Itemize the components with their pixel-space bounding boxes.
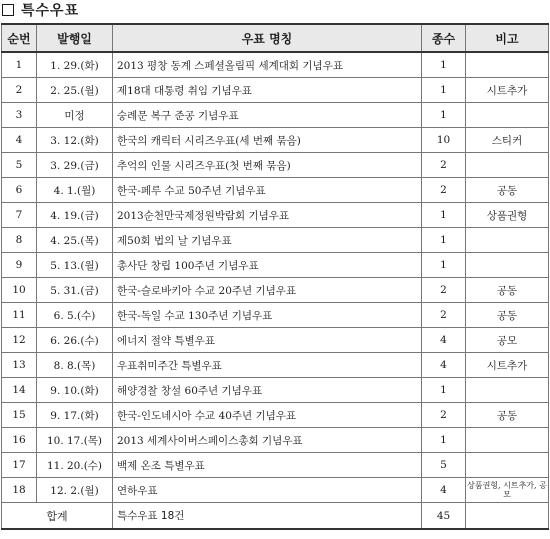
total-label: 합계 bbox=[2, 503, 113, 530]
row-count: 2 bbox=[422, 153, 466, 178]
row-name: 연하우표 bbox=[113, 478, 422, 503]
row-no: 14 bbox=[2, 378, 37, 403]
row-no: 10 bbox=[2, 278, 37, 303]
table-body bbox=[2, 52, 549, 529]
table-row bbox=[2, 253, 549, 278]
row-name: 총사단 창립 100주년 기념우표 bbox=[113, 253, 422, 278]
row-note: 시트추가 bbox=[466, 353, 549, 378]
row-count: 1 bbox=[422, 228, 466, 253]
table-row bbox=[2, 353, 549, 378]
row-date: 4. 25.(목) bbox=[37, 228, 113, 253]
row-name: 에너지 절약 특별우표 bbox=[113, 328, 422, 353]
row-name: 한국-인도네시아 수교 40주년 기념우표 bbox=[113, 403, 422, 428]
total-count: 45 bbox=[422, 503, 466, 530]
table-row bbox=[2, 153, 549, 178]
table-row bbox=[2, 52, 549, 78]
row-count: 1 bbox=[422, 103, 466, 128]
row-name: 해양경찰 창설 60주년 기념우표 bbox=[113, 378, 422, 403]
row-date: 2. 25.(월) bbox=[37, 78, 113, 103]
table-row bbox=[2, 128, 549, 153]
row-date: 9. 17.(화) bbox=[37, 403, 113, 428]
row-note: 공동 bbox=[466, 403, 549, 428]
row-name: 숭례문 복구 준공 기념우표 bbox=[113, 103, 422, 128]
row-count: 4 bbox=[422, 478, 466, 503]
row-count: 1 bbox=[422, 52, 466, 78]
row-note bbox=[466, 103, 549, 128]
row-name: 제18대 대통령 취임 기념우표 bbox=[113, 78, 422, 103]
row-note: 공동 bbox=[466, 303, 549, 328]
row-date: 5. 31.(금) bbox=[37, 278, 113, 303]
row-name: 제50회 법의 날 기념우표 bbox=[113, 228, 422, 253]
row-date: 3. 12.(화) bbox=[37, 128, 113, 153]
row-date: 11. 20.(수) bbox=[37, 453, 113, 478]
row-count: 2 bbox=[422, 303, 466, 328]
row-count: 4 bbox=[422, 328, 466, 353]
row-note: 스티커 bbox=[466, 128, 549, 153]
row-note bbox=[466, 428, 549, 453]
row-date: 8. 8.(목) bbox=[37, 353, 113, 378]
table-row bbox=[2, 378, 549, 403]
row-date: 12. 2.(월) bbox=[37, 478, 113, 503]
row-no: 2 bbox=[2, 78, 37, 103]
section-title bbox=[2, 0, 79, 20]
row-name: 우표취미주간 특별우표 bbox=[113, 353, 422, 378]
row-date: 9. 10.(화) bbox=[37, 378, 113, 403]
row-note: 상품권형 bbox=[466, 203, 549, 228]
row-note: 상품권형, 시트추가, 공모 bbox=[466, 478, 549, 503]
table-row bbox=[2, 278, 549, 303]
row-date: 미정 bbox=[37, 103, 113, 128]
row-name: 추억의 인물 시리즈우표(첫 번째 묶음) bbox=[113, 153, 422, 178]
row-no: 7 bbox=[2, 203, 37, 228]
row-count: 2 bbox=[422, 278, 466, 303]
row-note bbox=[466, 453, 549, 478]
table-row bbox=[2, 303, 549, 328]
table-row bbox=[2, 203, 549, 228]
table-row bbox=[2, 403, 549, 428]
row-note bbox=[466, 228, 549, 253]
row-note: 공동 bbox=[466, 178, 549, 203]
row-no: 18 bbox=[2, 478, 37, 503]
row-count: 1 bbox=[422, 428, 466, 453]
row-no: 9 bbox=[2, 253, 37, 278]
row-count: 2 bbox=[422, 178, 466, 203]
row-count: 1 bbox=[422, 78, 466, 103]
table-row bbox=[2, 178, 549, 203]
row-date: 3. 29.(금) bbox=[37, 153, 113, 178]
row-no: 6 bbox=[2, 178, 37, 203]
row-name: 백제 온조 특별우표 bbox=[113, 453, 422, 478]
row-note: 공동 bbox=[466, 278, 549, 303]
row-note: 공모 bbox=[466, 328, 549, 353]
row-name: 2013 평창 동계 스페셜올림픽 세계대회 기념우표 bbox=[113, 52, 422, 78]
table-row bbox=[2, 78, 549, 103]
row-name: 2013순천만국제정원박람회 기념우표 bbox=[113, 203, 422, 228]
row-date: 4. 1.(월) bbox=[37, 178, 113, 203]
row-count: 4 bbox=[422, 353, 466, 378]
row-name: 한국-페루 수교 50주년 기념우표 bbox=[113, 178, 422, 203]
row-name: 2013 세계사이버스페이스총회 기념우표 bbox=[113, 428, 422, 453]
row-date: 5. 13.(월) bbox=[37, 253, 113, 278]
row-count: 1 bbox=[422, 378, 466, 403]
row-count: 1 bbox=[422, 203, 466, 228]
total-name: 특수우표 18건 bbox=[113, 503, 422, 530]
row-no: 13 bbox=[2, 353, 37, 378]
table-row bbox=[2, 103, 549, 128]
table-row bbox=[2, 228, 549, 253]
row-note bbox=[466, 378, 549, 403]
header-count: 종수 bbox=[422, 24, 466, 52]
row-no: 15 bbox=[2, 403, 37, 428]
row-no: 17 bbox=[2, 453, 37, 478]
table-row bbox=[2, 453, 549, 478]
table-row bbox=[2, 328, 549, 353]
header-no: 순번 bbox=[2, 24, 37, 52]
section-title-text: 특수우표 bbox=[21, 3, 80, 19]
row-no: 5 bbox=[2, 153, 37, 178]
table-header-row bbox=[2, 24, 549, 52]
special-stamps-table bbox=[1, 23, 549, 530]
row-name: 한국-슬로바키아 수교 20주년 기념우표 bbox=[113, 278, 422, 303]
header-note: 비고 bbox=[466, 24, 549, 52]
table-row bbox=[2, 478, 549, 503]
table-row bbox=[2, 428, 549, 453]
row-count: 1 bbox=[422, 253, 466, 278]
row-no: 3 bbox=[2, 103, 37, 128]
checkbox-icon bbox=[2, 4, 14, 16]
row-no: 12 bbox=[2, 328, 37, 353]
row-no: 8 bbox=[2, 228, 37, 253]
row-note: 시트추가 bbox=[466, 78, 549, 103]
row-date: 6. 26.(수) bbox=[37, 328, 113, 353]
row-date: 6. 5.(수) bbox=[37, 303, 113, 328]
row-note bbox=[466, 153, 549, 178]
row-no: 4 bbox=[2, 128, 37, 153]
row-name: 한국의 캐릭터 시리즈우표(세 번째 묶음) bbox=[113, 128, 422, 153]
row-no: 1 bbox=[2, 52, 37, 78]
row-count: 2 bbox=[422, 403, 466, 428]
row-date: 1. 29.(화) bbox=[37, 52, 113, 78]
row-note bbox=[466, 253, 549, 278]
row-date: 10. 17.(목) bbox=[37, 428, 113, 453]
row-no: 16 bbox=[2, 428, 37, 453]
total-note bbox=[466, 503, 549, 530]
row-date: 4. 19.(금) bbox=[37, 203, 113, 228]
row-no: 11 bbox=[2, 303, 37, 328]
header-date: 발행일 bbox=[37, 24, 113, 52]
row-name: 한국-독일 수교 130주년 기념우표 bbox=[113, 303, 422, 328]
row-note bbox=[466, 52, 549, 78]
row-count: 10 bbox=[422, 128, 466, 153]
header-name: 우표 명칭 bbox=[113, 24, 422, 52]
total-row bbox=[2, 503, 549, 530]
row-count: 5 bbox=[422, 453, 466, 478]
